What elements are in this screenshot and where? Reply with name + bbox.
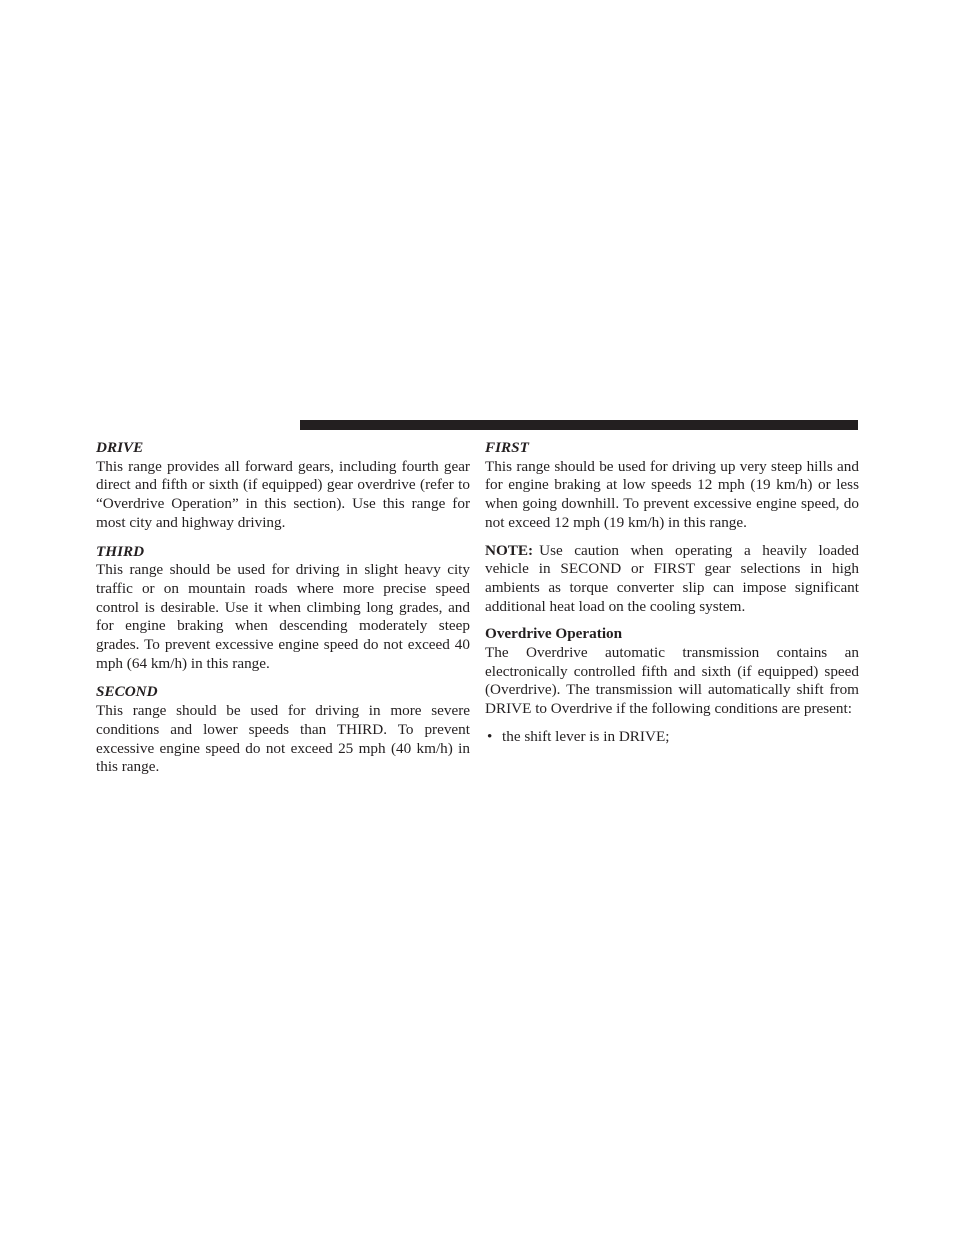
third-heading: THIRD [96,542,145,560]
first-heading: FIRST [485,439,529,456]
first-paragraph: This range should be used for driving up very steep hills and for engine braking at low speeds 12 mph (19 km/h) or less when going downhill. To prevent excessive engine speed, do not exceed 12 mph (19 km/h) in this range. [485,457,859,531]
note-paragraph [485,542,859,617]
note-text: Use caution when operating a heavily loaded vehicle in SECOND or FIRST gear selections in high ambients as torque converter slip can impose significant additional heat load on the cooling system. [485,541,859,615]
second-heading: SECOND [96,683,158,701]
bullet-icon: • [487,727,493,745]
left-column [96,438,470,786]
list-item [485,728,859,747]
right-column [485,438,859,747]
drive-heading: DRIVE [96,439,144,456]
second-paragraph: This range should be used for driving in more severe conditions and lower speeds than THIRD. To prevent excessive engine speed do not exceed 25 mph (40 km/h) in this range. [96,702,470,776]
section-header-rule [300,420,858,430]
third-paragraph: This range should be used for driving in slight heavy city traffic or on mountain roads where more precise speed control is desirable. Use it when climbing long grades, and for engine braking when descending moderately steep grades. To prevent excessive engine speed do not exceed 40 mph (64 km/h) in this range. [96,561,470,672]
overdrive-paragraph: The Overdrive automatic transmission contains an electronically controlled fifth and sixth (if equipped) speed (Overdrive). The transmission will automatically shift from DRIVE to Overdrive if the following conditions are present: [485,644,859,718]
note-label: NOTE: [485,541,534,559]
overdrive-heading: Overdrive Operation [485,625,623,643]
list-item-text: the shift lever is in DRIVE; [502,727,670,745]
drive-paragraph: This range provides all forward gears, including fourth gear direct and fifth or sixth (if equipped) gear overdrive (refer to “Overdrive Operation” in this section). Use this range for most city and highway driving. [96,457,470,531]
